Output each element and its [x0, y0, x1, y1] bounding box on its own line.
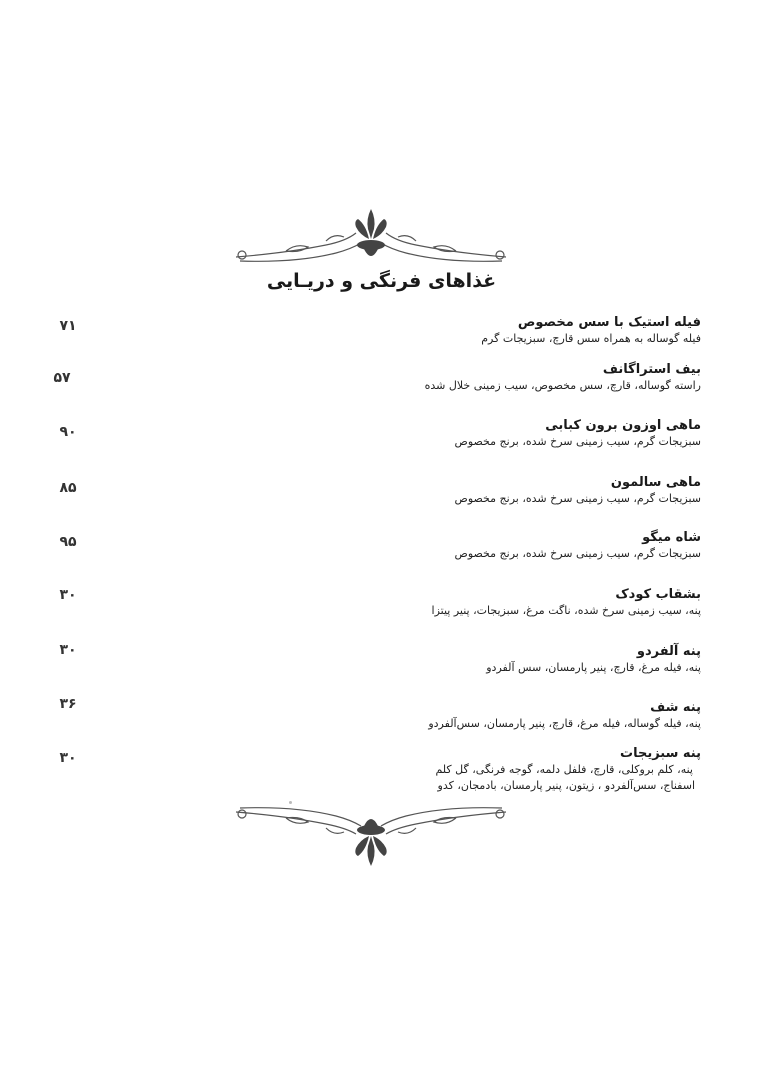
- item-price: ۳۰: [59, 750, 77, 766]
- item-name: پنه آلفردو: [636, 644, 701, 659]
- item-description: پنه، فیله گوساله، فیله مرغ، قارچ، پنیر پارمسان، سس‌آلفردو: [428, 717, 701, 730]
- menu-item: [0, 475, 763, 525]
- item-name: فیله استیک با سس مخصوص: [517, 315, 701, 330]
- item-name: ماهی اوزون برون کبابی: [545, 418, 701, 433]
- item-price: ۳۰: [59, 642, 77, 658]
- menu-item: [0, 418, 763, 468]
- item-price: ۷۱: [59, 318, 77, 334]
- item-name: پنه سبزیجات: [620, 746, 701, 761]
- item-name: شاه میگو: [642, 530, 701, 545]
- item-description: سبزیجات گرم، سیب زمینی سرخ شده، برنج مخصوص: [454, 435, 701, 448]
- menu-item: [0, 696, 763, 750]
- bottom-ornament-icon: [226, 800, 516, 870]
- item-description: سبزیجات گرم، سیب زمینی سرخ شده، برنج مخصوص: [454, 492, 701, 505]
- item-description: پنه، کلم بروکلی، قارچ، فلفل دلمه، گوجه فرنگی، گل کلم: [435, 763, 693, 776]
- item-description-line-2: اسفناج، سس‌آلفردو ، زیتون، پنیر پارمسان، بادمجان، کدو: [437, 779, 695, 792]
- item-description: فیله گوساله به همراه سس قارچ، سبزیجات گرم: [481, 332, 701, 345]
- menu-item: [0, 315, 763, 365]
- item-price: ۸۵: [59, 480, 77, 496]
- item-description: سبزیجات گرم، سیب زمینی سرخ شده، برنج مخصوص: [454, 547, 701, 560]
- item-description: پنه، سیب زمینی سرخ شده، ناگت مرغ، سبزیجات، پنیر پیتزا: [431, 604, 701, 617]
- top-ornament-icon: [226, 205, 516, 275]
- item-price: ۹۰: [59, 424, 77, 440]
- item-description: پنه، فیله مرغ، قارچ، پنیر پارمسان، سس آلفردو: [486, 661, 701, 674]
- item-price: ۳۰: [59, 587, 77, 603]
- menu-item: [0, 644, 763, 694]
- item-name: بیف استراگانف: [602, 362, 701, 377]
- menu-item: [0, 746, 763, 806]
- page-title: غذاهای فرنگی و دریـایی: [266, 270, 497, 292]
- item-price: ۵۷: [53, 370, 71, 386]
- menu-item: [0, 530, 763, 580]
- item-name: بشقاب کودک: [615, 587, 701, 602]
- item-name: ماهی سالمون: [610, 475, 701, 490]
- item-name: پنه شف: [650, 700, 701, 715]
- item-price: ۳۶: [59, 696, 77, 712]
- menu-item: [0, 362, 763, 412]
- item-price: ۹۵: [59, 534, 77, 550]
- item-description: راسته گوساله، قارچ، سس مخصوص، سیب زمینی خلال شده: [424, 379, 701, 392]
- menu-item: [0, 587, 763, 637]
